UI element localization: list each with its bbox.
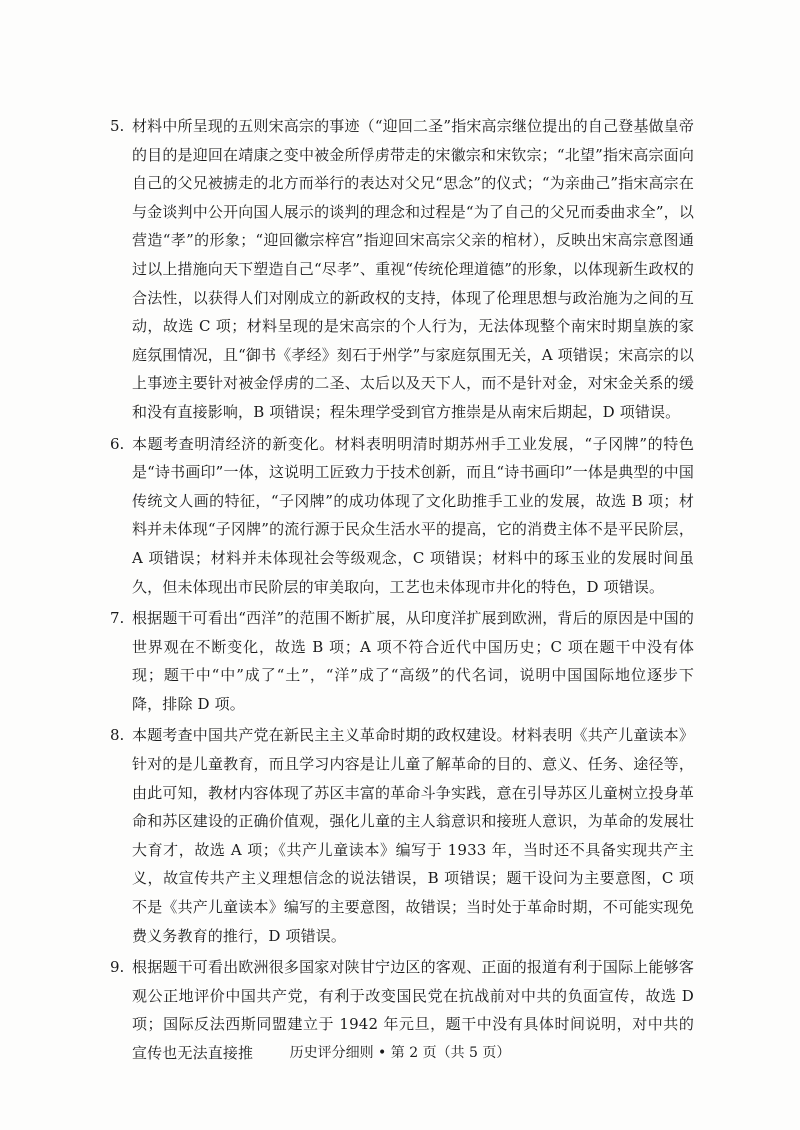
item-number: 9. bbox=[110, 958, 125, 977]
item-text: 本题考查明清经济的新变化。材料表明明清时期苏州手工业发展，“子冈牌”的特色是“诗书画印”一体，这说明工匠致力于技术创新，而且“诗书画印”一体是典型的中国传统文人画的特征，“子冈牌”的成功体现了文化助推手工业的发展，故选 B 项；材料并未体现“子冈牌”的流行源于民众生活水平的提高，它的消费主体不是平民阶层，A 项错误；材料并未体现社会等级观念，C 项错误；材料中的琢玉业的发展时间虽久，但未体现出市民阶层的审美取向，工艺也未体现市井化的特色，D 项错误。 bbox=[132, 434, 694, 596]
item-number: 6. bbox=[110, 434, 125, 453]
item-text: 材料中所呈现的五则宋高宗的事迹（“迎回二圣”指宋高宗继位提出的自己登基做皇帝的目的是迎回在靖康之变中被金所俘虏带走的宋徽宗和宋钦宗；“北望”指宋高宗面向自己的父兄被掳走的北方而举行的表达对父兄“思念”的仪式；“为亲曲己”指宋高宗在与金谈判中公开向国人展示的谈判的理念和过程是“为了自己的父兄而委曲求全”，以营造“孝”的形象；“迎回徽宗梓宫”指迎回宋高宗父亲的棺材），反映出宋高宗意图通过以上措施向天下塑造自己“尽孝”、重视“传统伦理道德”的形象，以体现新生政权的合法性，以获得人们对刚成立的新政权的支持，体现了伦理思想与政治施为之间的互动，故选 C 项；材料呈现的是宋高宗的个人行为，无法体现整个南宋时期皇族的家庭氛围情况，且“御书《孝经》刻石于州学”与家庭氛围无关，A 项错误；宋高宗的以上事迹主要针对被金俘虏的二圣、太后以及天下人，而不是针对金，对宋金关系的缓和没有直接影响，B 项错误；程朱理学受到官方推崇是从南宋后期起，D 项错误。 bbox=[132, 117, 694, 421]
item-text: 根据题干可看出欧洲很多国家对陕甘宁边区的客观、正面的报道有利于国际上能够客观公正地评价中国共产党，有利于改变国民党在抗战前对中共的负面宣传，故选 D 项；国际反法西斯同盟建立于 1942 年元旦，题干中没有具体时间说明，对中共的宣传也无法直接推 bbox=[132, 958, 694, 1062]
answer-item-7 bbox=[110, 604, 694, 718]
answer-item-5 bbox=[110, 112, 694, 427]
item-number: 8. bbox=[110, 726, 125, 745]
item-text: 本题考查中国共产党在新民主主义革命时期的政权建设。材料表明《共产儿童读本》针对的是儿童教育，而且学习内容是让儿童了解革命的目的、意义、任务、途径等，由此可知，教材内容体现了苏区丰富的革命斗争实践，意在引导苏区儿童树立投身革命和苏区建设的正确价值观，强化儿童的主人翁意识和接班人意识，为革命的发展壮大育才，故选 A 项；《共产儿童读本》编写于 1933 年，当时还不具备实现共产主义，故宣传共产主义理想信念的说法错误，B 项错误；题干设问为主要意图，C 项不是《共产儿童读本》编写的主要意图，故错误；当时处于革命时期，不可能实现免费义务教育的推行，D 项错误。 bbox=[132, 726, 694, 945]
item-text: 根据题干可看出“西洋”的范围不断扩展，从印度洋扩展到欧洲，背后的原因是中国的世界观在不断变化，故选 B 项；A 项不符合近代中国历史；C 项在题干中没有体现；题干中“中”成了“土”，“洋”成了“高级”的代名词，说明中国国际地位逐步下降，排除 D 项。 bbox=[132, 609, 694, 713]
answer-item-6 bbox=[110, 430, 694, 602]
page-footer: 历史评分细则 • 第 2 页（共 5 页） bbox=[289, 1045, 511, 1061]
answer-item-8 bbox=[110, 721, 694, 950]
item-number: 7. bbox=[110, 609, 125, 628]
item-number: 5. bbox=[110, 117, 125, 135]
answer-explanations bbox=[110, 112, 694, 1071]
